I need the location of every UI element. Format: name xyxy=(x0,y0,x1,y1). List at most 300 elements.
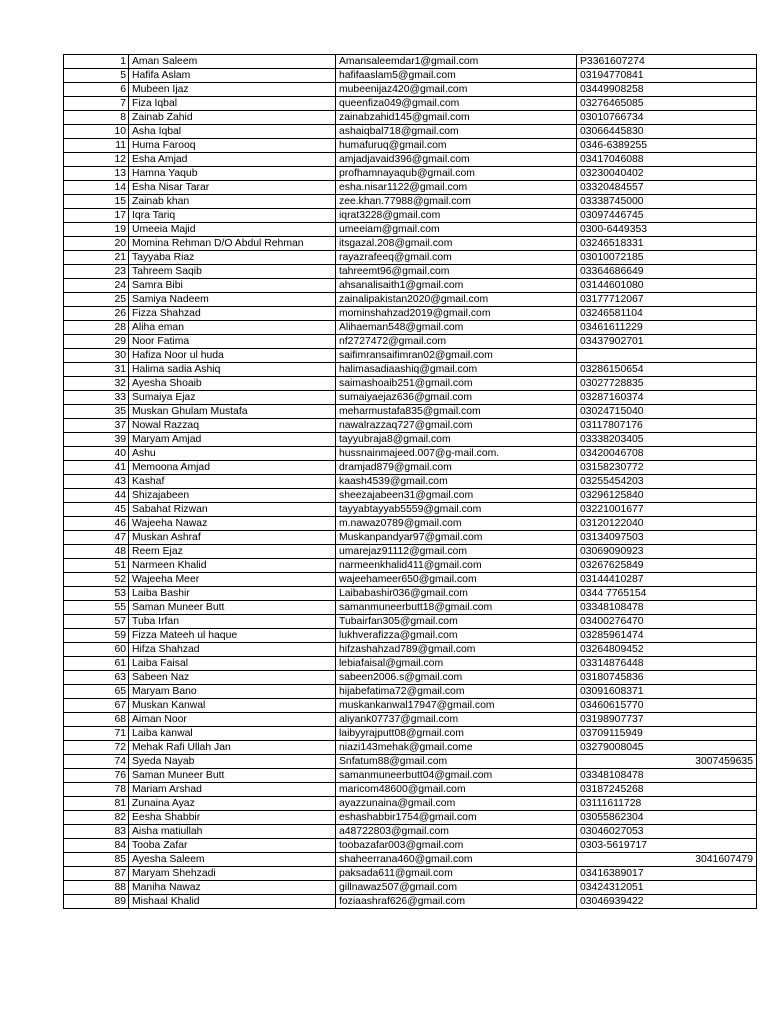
row-number-cell: 53 xyxy=(64,587,129,601)
phone-cell: 03424312051 xyxy=(577,881,757,895)
name-cell: Fizza Shahzad xyxy=(129,307,336,321)
phone-cell: 03285961474 xyxy=(577,629,757,643)
row-number-cell: 21 xyxy=(64,251,129,265)
name-cell: Muskan Ghulam Mustafa xyxy=(129,405,336,419)
name-cell: Zainab Zahid xyxy=(129,111,336,125)
table-row xyxy=(64,237,757,251)
name-cell: Maryam Amjad xyxy=(129,433,336,447)
table-row xyxy=(64,489,757,503)
row-number-cell: 57 xyxy=(64,615,129,629)
phone-cell: 03286150654 xyxy=(577,363,757,377)
phone-cell: 03246518331 xyxy=(577,237,757,251)
table-row xyxy=(64,111,757,125)
email-cell: umarejaz91112@gmail.com xyxy=(336,545,577,559)
email-cell: nawalrazzaq727@gmail.com xyxy=(336,419,577,433)
email-cell: toobazafar003@gmail.com xyxy=(336,839,577,853)
table-row xyxy=(64,727,757,741)
row-number-cell: 43 xyxy=(64,475,129,489)
name-cell: Muskan Ashraf xyxy=(129,531,336,545)
email-cell: aliyank07737@gmail.com xyxy=(336,713,577,727)
email-cell: tayyubraja8@gmail.com xyxy=(336,433,577,447)
row-number-cell: 71 xyxy=(64,727,129,741)
phone-cell: 03267625849 xyxy=(577,559,757,573)
phone-cell: 03320484557 xyxy=(577,181,757,195)
email-cell: niazi143mehak@gmail.come xyxy=(336,741,577,755)
name-cell: Asha Iqbal xyxy=(129,125,336,139)
name-cell: Eesha Shabbir xyxy=(129,811,336,825)
table-row xyxy=(64,713,757,727)
email-cell: queenfiza049@gmail.com xyxy=(336,97,577,111)
table-row xyxy=(64,573,757,587)
row-number-cell: 20 xyxy=(64,237,129,251)
email-cell: shaheerrana460@gmail.com xyxy=(336,853,577,867)
phone-cell: 03314876448 xyxy=(577,657,757,671)
name-cell: Aiman Noor xyxy=(129,713,336,727)
email-cell: Alihaeman548@gmail.com xyxy=(336,321,577,335)
table-row xyxy=(64,69,757,83)
email-cell: maricom48600@gmail.com xyxy=(336,783,577,797)
table-row xyxy=(64,391,757,405)
phone-cell: 03069090923 xyxy=(577,545,757,559)
phone-cell: 3041607479 xyxy=(577,853,757,867)
table-row xyxy=(64,531,757,545)
email-cell: ashaiqbal718@gmail.com xyxy=(336,125,577,139)
row-number-cell: 72 xyxy=(64,741,129,755)
table-row xyxy=(64,685,757,699)
row-number-cell: 29 xyxy=(64,335,129,349)
name-cell: Ashu xyxy=(129,447,336,461)
email-cell: Tubairfan305@gmail.com xyxy=(336,615,577,629)
row-number-cell: 89 xyxy=(64,895,129,909)
name-cell: Ayesha Saleem xyxy=(129,853,336,867)
table-row xyxy=(64,867,757,881)
name-cell: Umeeia Majid xyxy=(129,223,336,237)
phone-cell: 03279008045 xyxy=(577,741,757,755)
row-number-cell: 68 xyxy=(64,713,129,727)
table-row xyxy=(64,503,757,517)
phone-cell: 03180745836 xyxy=(577,671,757,685)
row-number-cell: 55 xyxy=(64,601,129,615)
phone-cell: 03027728835 xyxy=(577,377,757,391)
table-row xyxy=(64,419,757,433)
phone-cell xyxy=(577,349,757,363)
name-cell: Maryam Bano xyxy=(129,685,336,699)
email-cell: paksada611@gmail.com xyxy=(336,867,577,881)
table-row xyxy=(64,55,757,69)
contact-table xyxy=(63,54,757,909)
row-number-cell: 6 xyxy=(64,83,129,97)
name-cell: Noor Fatima xyxy=(129,335,336,349)
phone-cell: 03144410287 xyxy=(577,573,757,587)
phone-cell: 03177712067 xyxy=(577,293,757,307)
table-row xyxy=(64,181,757,195)
name-cell: Ayesha Shoaib xyxy=(129,377,336,391)
phone-cell: 03194770841 xyxy=(577,69,757,83)
row-number-cell: 15 xyxy=(64,195,129,209)
name-cell: Aliha eman xyxy=(129,321,336,335)
phone-cell: 03437902701 xyxy=(577,335,757,349)
phone-cell: 03055862304 xyxy=(577,811,757,825)
email-cell: halimasadiaashiq@gmail.com xyxy=(336,363,577,377)
phone-cell: 0303-5619717 xyxy=(577,839,757,853)
row-number-cell: 11 xyxy=(64,139,129,153)
table-row xyxy=(64,279,757,293)
table-row xyxy=(64,769,757,783)
row-number-cell: 1 xyxy=(64,55,129,69)
email-cell: saimashoaib251@gmail.com xyxy=(336,377,577,391)
name-cell: Laiba Bashir xyxy=(129,587,336,601)
table-row xyxy=(64,839,757,853)
row-number-cell: 37 xyxy=(64,419,129,433)
row-number-cell: 59 xyxy=(64,629,129,643)
table-row xyxy=(64,335,757,349)
phone-cell: 03338745000 xyxy=(577,195,757,209)
name-cell: Saman Muneer Butt xyxy=(129,601,336,615)
row-number-cell: 26 xyxy=(64,307,129,321)
email-cell: saifimransaifimran02@gmail.com xyxy=(336,349,577,363)
row-number-cell: 47 xyxy=(64,531,129,545)
phone-cell: 03230040402 xyxy=(577,167,757,181)
email-cell: umeeiam@gmail.com xyxy=(336,223,577,237)
table-row xyxy=(64,755,757,769)
table-row xyxy=(64,167,757,181)
email-cell: lukhverafizza@gmail.com xyxy=(336,629,577,643)
table-row xyxy=(64,895,757,909)
name-cell: Maniha Nawaz xyxy=(129,881,336,895)
table-row xyxy=(64,825,757,839)
email-cell: hijabefatima72@gmail.com xyxy=(336,685,577,699)
row-number-cell: 33 xyxy=(64,391,129,405)
phone-cell: 0344 7765154 xyxy=(577,587,757,601)
phone-cell: 0300-6449353 xyxy=(577,223,757,237)
email-cell: m.nawaz0789@gmail.com xyxy=(336,517,577,531)
email-cell: kaash4539@gmail.com xyxy=(336,475,577,489)
email-cell: sheezajabeen31@gmail.com xyxy=(336,489,577,503)
name-cell: Esha Amjad xyxy=(129,153,336,167)
row-number-cell: 61 xyxy=(64,657,129,671)
name-cell: Tooba Zafar xyxy=(129,839,336,853)
email-cell: dramjad879@gmail.com xyxy=(336,461,577,475)
name-cell: Mubeen Ijaz xyxy=(129,83,336,97)
email-cell: sabeen2006.s@gmail.com xyxy=(336,671,577,685)
name-cell: Wajeeha Nawaz xyxy=(129,517,336,531)
email-cell: lebiafaisal@gmail.com xyxy=(336,657,577,671)
row-number-cell: 82 xyxy=(64,811,129,825)
row-number-cell: 45 xyxy=(64,503,129,517)
table-row xyxy=(64,321,757,335)
name-cell: Saman Muneer Butt xyxy=(129,769,336,783)
phone-cell: 03144601080 xyxy=(577,279,757,293)
phone-cell: 03024715040 xyxy=(577,405,757,419)
name-cell: Huma Farooq xyxy=(129,139,336,153)
name-cell: Laiba kanwal xyxy=(129,727,336,741)
email-cell: zainabzahid145@gmail.com xyxy=(336,111,577,125)
name-cell: Sabahat Rizwan xyxy=(129,503,336,517)
name-cell: Aisha matiullah xyxy=(129,825,336,839)
phone-cell: 03460615770 xyxy=(577,699,757,713)
name-cell: Zunaina Ayaz xyxy=(129,797,336,811)
name-cell: Fiza Iqbal xyxy=(129,97,336,111)
table-row xyxy=(64,475,757,489)
name-cell: Halima sadia Ashiq xyxy=(129,363,336,377)
table-row xyxy=(64,699,757,713)
row-number-cell: 25 xyxy=(64,293,129,307)
table-row xyxy=(64,223,757,237)
email-cell: esha.nisar1122@gmail.com xyxy=(336,181,577,195)
table-row xyxy=(64,405,757,419)
phone-cell: 03264809452 xyxy=(577,643,757,657)
phone-cell: P3361607274 xyxy=(577,55,757,69)
table-row xyxy=(64,881,757,895)
phone-cell: 03348108478 xyxy=(577,769,757,783)
phone-cell: 3007459635 xyxy=(577,755,757,769)
table-row xyxy=(64,349,757,363)
name-cell: Aman Saleem xyxy=(129,55,336,69)
phone-cell: 03276465085 xyxy=(577,97,757,111)
phone-cell: 03198907737 xyxy=(577,713,757,727)
row-number-cell: 10 xyxy=(64,125,129,139)
email-cell: Laibabashir036@gmail.com xyxy=(336,587,577,601)
row-number-cell: 51 xyxy=(64,559,129,573)
table-row xyxy=(64,139,757,153)
email-cell: nf2727472@gmail.com xyxy=(336,335,577,349)
phone-cell: 03120122040 xyxy=(577,517,757,531)
row-number-cell: 88 xyxy=(64,881,129,895)
row-number-cell: 5 xyxy=(64,69,129,83)
row-number-cell: 41 xyxy=(64,461,129,475)
email-cell: gillnawaz507@gmail.com xyxy=(336,881,577,895)
phone-cell: 03091608371 xyxy=(577,685,757,699)
email-cell: ayazzunaina@gmail.com xyxy=(336,797,577,811)
email-cell: samanmuneerbutt18@gmail.com xyxy=(336,601,577,615)
table-row xyxy=(64,601,757,615)
phone-cell: 03338203405 xyxy=(577,433,757,447)
table-row xyxy=(64,97,757,111)
row-number-cell: 23 xyxy=(64,265,129,279)
phone-cell: 03066445830 xyxy=(577,125,757,139)
phone-cell: 03420046708 xyxy=(577,447,757,461)
table-row xyxy=(64,363,757,377)
table-row xyxy=(64,643,757,657)
table-row xyxy=(64,377,757,391)
table-row xyxy=(64,195,757,209)
row-number-cell: 81 xyxy=(64,797,129,811)
email-cell: zainalipakistan2020@gmail.com xyxy=(336,293,577,307)
table-row xyxy=(64,783,757,797)
row-number-cell: 13 xyxy=(64,167,129,181)
row-number-cell: 74 xyxy=(64,755,129,769)
phone-cell: 03400276470 xyxy=(577,615,757,629)
phone-cell: 03111611728 xyxy=(577,797,757,811)
table-row xyxy=(64,209,757,223)
phone-cell: 03296125840 xyxy=(577,489,757,503)
table-body xyxy=(64,55,757,909)
row-number-cell: 31 xyxy=(64,363,129,377)
phone-cell: 03255454203 xyxy=(577,475,757,489)
name-cell: Hafiza Noor ul huda xyxy=(129,349,336,363)
phone-cell: 03046939422 xyxy=(577,895,757,909)
phone-cell: 0346-6389255 xyxy=(577,139,757,153)
table-row xyxy=(64,811,757,825)
name-cell: Sabeen Naz xyxy=(129,671,336,685)
row-number-cell: 67 xyxy=(64,699,129,713)
name-cell: Hamna Yaqub xyxy=(129,167,336,181)
name-cell: Laiba Faisal xyxy=(129,657,336,671)
row-number-cell: 85 xyxy=(64,853,129,867)
phone-cell: 03287160374 xyxy=(577,391,757,405)
row-number-cell: 63 xyxy=(64,671,129,685)
row-number-cell: 65 xyxy=(64,685,129,699)
table-row xyxy=(64,265,757,279)
table-row xyxy=(64,447,757,461)
row-number-cell: 44 xyxy=(64,489,129,503)
email-cell: tahreemt96@gmail.com xyxy=(336,265,577,279)
name-cell: Sumaiya Ejaz xyxy=(129,391,336,405)
row-number-cell: 39 xyxy=(64,433,129,447)
email-cell: hussnainmajeed.007@g-mail.com. xyxy=(336,447,577,461)
row-number-cell: 7 xyxy=(64,97,129,111)
name-cell: Samiya Nadeem xyxy=(129,293,336,307)
email-cell: hifzashahzad789@gmail.com xyxy=(336,643,577,657)
email-cell: ahsanalisaith1@gmail.com xyxy=(336,279,577,293)
email-cell: Amansaleemdar1@gmail.com xyxy=(336,55,577,69)
email-cell: mominshahzad2019@gmail.com xyxy=(336,307,577,321)
phone-cell: 03187245268 xyxy=(577,783,757,797)
email-cell: a48722803@gmail.com xyxy=(336,825,577,839)
email-cell: iqrat3228@gmail.com xyxy=(336,209,577,223)
table-row xyxy=(64,587,757,601)
email-cell: eshashabbir1754@gmail.com xyxy=(336,811,577,825)
table-row xyxy=(64,307,757,321)
table-row xyxy=(64,153,757,167)
phone-cell: 03449908258 xyxy=(577,83,757,97)
table-row xyxy=(64,559,757,573)
row-number-cell: 84 xyxy=(64,839,129,853)
phone-cell: 03046027053 xyxy=(577,825,757,839)
name-cell: Tuba Irfan xyxy=(129,615,336,629)
table-row xyxy=(64,657,757,671)
email-cell: meharmustafa835@gmail.com xyxy=(336,405,577,419)
email-cell: muskankanwal17947@gmail.com xyxy=(336,699,577,713)
phone-cell: 03709115949 xyxy=(577,727,757,741)
phone-cell: 03010766734 xyxy=(577,111,757,125)
table-row xyxy=(64,125,757,139)
row-number-cell: 8 xyxy=(64,111,129,125)
phone-cell: 03246581104 xyxy=(577,307,757,321)
email-cell: hafifaaslam5@gmail.com xyxy=(336,69,577,83)
table-row xyxy=(64,797,757,811)
row-number-cell: 46 xyxy=(64,517,129,531)
row-number-cell: 52 xyxy=(64,573,129,587)
name-cell: Maryam Shehzadi xyxy=(129,867,336,881)
row-number-cell: 12 xyxy=(64,153,129,167)
email-cell: wajeehameer650@gmail.com xyxy=(336,573,577,587)
email-cell: amjadjavaid396@gmail.com xyxy=(336,153,577,167)
row-number-cell: 30 xyxy=(64,349,129,363)
phone-cell: 03364686649 xyxy=(577,265,757,279)
table-row xyxy=(64,629,757,643)
row-number-cell: 83 xyxy=(64,825,129,839)
row-number-cell: 87 xyxy=(64,867,129,881)
name-cell: Samra Bibi xyxy=(129,279,336,293)
phone-cell: 03134097503 xyxy=(577,531,757,545)
name-cell: Mehak Rafi Ullah Jan xyxy=(129,741,336,755)
name-cell: Narmeen Khalid xyxy=(129,559,336,573)
row-number-cell: 32 xyxy=(64,377,129,391)
row-number-cell: 60 xyxy=(64,643,129,657)
phone-cell: 03117807176 xyxy=(577,419,757,433)
table-row xyxy=(64,545,757,559)
row-number-cell: 17 xyxy=(64,209,129,223)
row-number-cell: 76 xyxy=(64,769,129,783)
email-cell: foziaashraf626@gmail.com xyxy=(336,895,577,909)
table-row xyxy=(64,83,757,97)
table-row xyxy=(64,293,757,307)
name-cell: Syeda Nayab xyxy=(129,755,336,769)
name-cell: Wajeeha Meer xyxy=(129,573,336,587)
phone-cell: 03158230772 xyxy=(577,461,757,475)
phone-cell: 03221001677 xyxy=(577,503,757,517)
table-row xyxy=(64,461,757,475)
row-number-cell: 28 xyxy=(64,321,129,335)
email-cell: zee.khan.77988@gmail.com xyxy=(336,195,577,209)
name-cell: Mariam Arshad xyxy=(129,783,336,797)
name-cell: Iqra Tariq xyxy=(129,209,336,223)
name-cell: Kashaf xyxy=(129,475,336,489)
email-cell: laibyyrajputt08@gmail.com xyxy=(336,727,577,741)
email-cell: profhamnayaqub@gmail.com xyxy=(336,167,577,181)
name-cell: Shizajabeen xyxy=(129,489,336,503)
table-row xyxy=(64,433,757,447)
email-cell: samanmuneerbutt04@gmail.com xyxy=(336,769,577,783)
table-row xyxy=(64,517,757,531)
email-cell: humafuruq@gmail.com xyxy=(336,139,577,153)
table-row xyxy=(64,251,757,265)
email-cell: narmeenkhalid411@gmail.com xyxy=(336,559,577,573)
phone-cell: 03010072185 xyxy=(577,251,757,265)
name-cell: Tayyaba Riaz xyxy=(129,251,336,265)
row-number-cell: 24 xyxy=(64,279,129,293)
row-number-cell: 14 xyxy=(64,181,129,195)
row-number-cell: 78 xyxy=(64,783,129,797)
name-cell: Esha Nisar Tarar xyxy=(129,181,336,195)
name-cell: Zainab khan xyxy=(129,195,336,209)
name-cell: Memoona Amjad xyxy=(129,461,336,475)
row-number-cell: 48 xyxy=(64,545,129,559)
email-cell: itsgazal.208@gmail.com xyxy=(336,237,577,251)
email-cell: Muskanpandyar97@gmail.com xyxy=(336,531,577,545)
row-number-cell: 19 xyxy=(64,223,129,237)
email-cell: sumaiyaejaz636@gmail.com xyxy=(336,391,577,405)
table-row xyxy=(64,615,757,629)
name-cell: Tahreem Saqib xyxy=(129,265,336,279)
name-cell: Hifza Shahzad xyxy=(129,643,336,657)
name-cell: Hafifa Aslam xyxy=(129,69,336,83)
phone-cell: 03348108478 xyxy=(577,601,757,615)
phone-cell: 03097446745 xyxy=(577,209,757,223)
email-cell: Snfatum88@gmail.com xyxy=(336,755,577,769)
email-cell: rayazrafeeq@gmail.com xyxy=(336,251,577,265)
name-cell: Mishaal Khalid xyxy=(129,895,336,909)
email-cell: mubeenijaz420@gmail.com xyxy=(336,83,577,97)
name-cell: Muskan Kanwal xyxy=(129,699,336,713)
phone-cell: 03417046088 xyxy=(577,153,757,167)
name-cell: Nowal Razzaq xyxy=(129,419,336,433)
name-cell: Momina Rehman D/O Abdul Rehman xyxy=(129,237,336,251)
phone-cell: 03461611229 xyxy=(577,321,757,335)
row-number-cell: 35 xyxy=(64,405,129,419)
row-number-cell: 40 xyxy=(64,447,129,461)
